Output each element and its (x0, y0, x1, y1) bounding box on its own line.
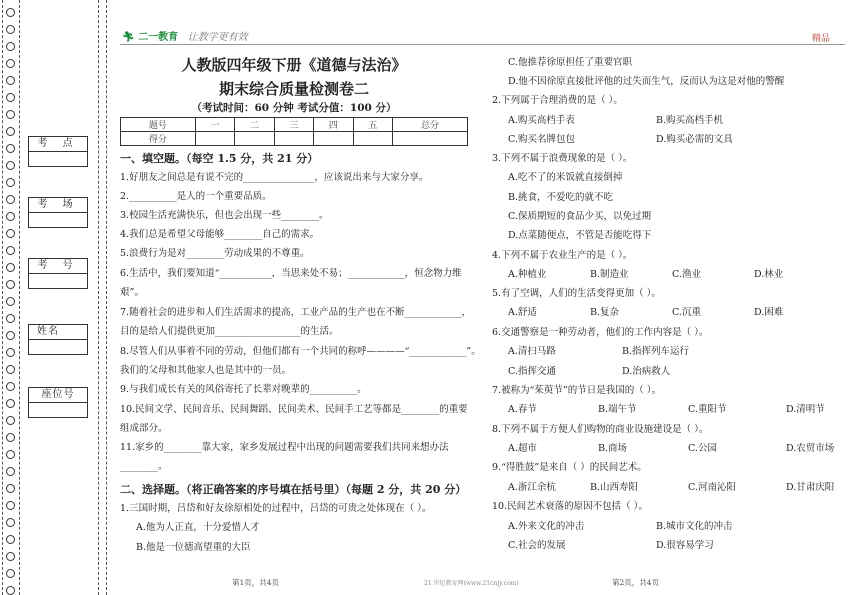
dashed-line (19, 0, 20, 595)
name-box (28, 324, 88, 355)
option: A.浙江余杭 (508, 482, 556, 493)
option: B.挑食，不爱吃的就不吃 (508, 192, 614, 203)
fill-in-line: 4.我们总是希望父母能够________自己的需求。 (120, 229, 320, 240)
dashed-line (106, 0, 107, 595)
fill-in-line: 3.校园生活充满快乐，但也会出现一些________。 (120, 210, 329, 221)
binding-hole (6, 263, 15, 272)
binding-hole (6, 93, 15, 102)
logo-text: 二一教育 (138, 32, 179, 43)
fill-in-line: 9.与我们成长有关的风俗寄托了长辈对晚辈的__________。 (120, 384, 367, 395)
question-1: 1.三国时期，吕岱和好友徐原相处的过程中，吕岱的可贵之处体现在（ ）。 (120, 503, 432, 514)
option: D.林业 (754, 269, 784, 280)
option: B.复杂 (590, 307, 620, 318)
binding-hole (6, 416, 15, 425)
binding-hole (6, 433, 15, 442)
section-fill-in-title: 一、填空题。（每空 1.5 分，共 21 分） (120, 152, 319, 165)
option: B.他是一位德高望重的大臣 (136, 542, 251, 553)
option: C.渔业 (672, 269, 701, 280)
option: B.城市文化的冲击 (656, 521, 733, 532)
binding-hole (6, 161, 15, 170)
score-header-cell: 三 (274, 118, 313, 132)
question-3: 3.下列不属于浪费现象的是（ ）。 (492, 153, 633, 164)
option: B.购买高档手机 (656, 115, 724, 126)
binding-hole (6, 280, 15, 289)
score-header-cell: 四 (314, 118, 353, 132)
exam-number-box (28, 258, 88, 289)
score-header-cell: 二 (235, 118, 274, 132)
score-header-cell: 总分 (393, 118, 468, 132)
option: B.端午节 (598, 404, 637, 415)
question-9: 9.“得胜鼓”是来自（ ）的民间艺术。 (492, 462, 647, 473)
paper-title: 人教版四年级下册《道德与法治》 (181, 56, 407, 74)
option: D.清明节 (786, 404, 825, 415)
option: A.购买高档手表 (508, 115, 575, 126)
fill-in-line: 我们的父母和其他家人也是其中的一员。 (120, 365, 292, 376)
option: D.困难 (754, 307, 784, 318)
option: B.山西寿阳 (590, 482, 639, 493)
option: B.制造业 (590, 269, 629, 280)
seat-number-box (28, 387, 88, 418)
seat-number-field[interactable] (29, 403, 87, 417)
header-divider (120, 44, 845, 45)
option: C.社会的发展 (508, 540, 566, 551)
dashed-line (98, 0, 99, 595)
score-table (120, 117, 468, 146)
binding-strip (0, 0, 112, 595)
fill-in-line: 1.好朋友之间总是有说不完的_______________，应该说出来与大家分享。 (120, 172, 429, 183)
option: D.购买必需的文具 (656, 134, 733, 145)
option: D.点菜随便点，不管是否能吃得下 (508, 230, 652, 241)
exam-site-label: 考 点 (29, 137, 87, 152)
score-cell[interactable] (393, 132, 468, 146)
binding-hole (6, 127, 15, 136)
exam-number-label: 考 号 (29, 259, 87, 274)
option: C.指挥交通 (508, 366, 556, 377)
site-watermark: 21 世纪教育网(www.21cnjy.com) (424, 580, 519, 587)
fill-in-line: 10.民间文学、民间音乐、民间舞蹈、民间美术、民间手工艺等都是________的重要 (120, 404, 468, 415)
score-cell[interactable] (195, 132, 234, 146)
runner-icon: 🏃︎ (122, 32, 135, 43)
exam-number-field[interactable] (29, 274, 87, 288)
score-cell[interactable] (353, 132, 392, 146)
option: C.公园 (688, 443, 717, 454)
score-cell[interactable] (235, 132, 274, 146)
binding-hole (6, 467, 15, 476)
binding-hole (6, 229, 15, 238)
binding-hole (6, 450, 15, 459)
question-8: 8.下列不属于方便人们购物的商业设施建设是（ ）。 (492, 424, 709, 435)
binding-hole (6, 42, 15, 51)
fill-in-line: 目的是给人们提供更加__________________的生活。 (120, 326, 339, 337)
dashed-line (2, 0, 3, 595)
score-header-cell: 题号 (121, 118, 196, 132)
fill-in-line: 2.__________是人的一个重要品质。 (120, 191, 272, 202)
quality-badge: 精品 (812, 34, 831, 44)
option: A.种植业 (508, 269, 547, 280)
fill-in-line: 6.生活中，我们要知道“___________，当思来处不易；____________，恒念物力维 (120, 268, 462, 279)
binding-hole (6, 552, 15, 561)
binding-hole (6, 246, 15, 255)
option: A.外来文化的冲击 (508, 521, 585, 532)
score-header-row (121, 118, 468, 132)
binding-hole (6, 382, 15, 391)
question-6: 6.交通警察是一种劳动者，他们的工作内容是（ ）。 (492, 327, 709, 338)
binding-hole (6, 25, 15, 34)
paper-subtitle: 期末综合质量检测卷二 (218, 80, 369, 98)
slogan: 让教学更有效 (187, 32, 248, 43)
binding-hole (6, 348, 15, 357)
binding-hole (6, 76, 15, 85)
brand-logo (122, 28, 248, 43)
exam-room-label: 考 场 (29, 198, 87, 213)
option: D.农贸市场 (786, 443, 835, 454)
score-header-cell: 一 (195, 118, 234, 132)
question-10: 10.民间艺术衰落的原因不包括（ ）。 (492, 501, 648, 512)
binding-hole (6, 110, 15, 119)
binding-hole (6, 586, 15, 595)
page-number-right: 第2页，共4页 (612, 578, 660, 587)
binding-hole (6, 59, 15, 68)
score-cell[interactable] (274, 132, 313, 146)
binding-hole (6, 535, 15, 544)
option: C.沉重 (672, 307, 701, 318)
option: C.购买名牌包包 (508, 134, 575, 145)
binding-hole (6, 501, 15, 510)
page-number-left: 第1页，共4页 (232, 578, 280, 587)
fill-in-line: 组成部分。 (120, 423, 168, 434)
binding-hole (6, 212, 15, 221)
option: C.河南沁阳 (688, 482, 736, 493)
name-label: 姓名 (29, 325, 87, 340)
option: C.重阳节 (688, 404, 727, 415)
option: B.指挥列车运行 (622, 346, 690, 357)
seat-number-label: 座位号 (29, 388, 87, 403)
option: C.保质期短的食品少买，以免过期 (508, 211, 651, 222)
exam-site-field[interactable] (29, 152, 87, 166)
score-cell[interactable] (314, 132, 353, 146)
fill-in-line: 7.随着社会的进步和人们生活需求的提高，工业产品的生产也在不断____________， (120, 307, 472, 318)
binding-hole (6, 518, 15, 527)
question-4: 4.下列不属于农业生产的是（ ）。 (492, 250, 633, 261)
exam-site-box (28, 136, 88, 167)
binding-hole (6, 399, 15, 408)
fill-in-line: 艰”。 (120, 287, 144, 298)
option: D.他不因徐原直接批评他的过失而生气，反而认为这是对他的警醒 (508, 76, 785, 87)
binding-hole (6, 569, 15, 578)
option: B.商场 (598, 443, 628, 454)
option: D.甘肃庆阳 (786, 482, 835, 493)
exam-room-field[interactable] (29, 213, 87, 227)
binding-hole (6, 178, 15, 187)
option: A.吃不了的米饭就直接倒掉 (508, 172, 623, 183)
option: D.很容易学习 (656, 540, 714, 551)
binding-hole (6, 314, 15, 323)
exam-info: （考试时间：60 分钟 考试分值：100 分） (191, 102, 397, 114)
question-7: 7.被称为“茱萸节”的节日是我国的（ ）。 (492, 385, 662, 396)
exam-room-box (28, 197, 88, 228)
binding-hole (6, 297, 15, 306)
binding-hole (6, 365, 15, 374)
binding-hole (6, 8, 15, 17)
option: A.超市 (508, 443, 537, 454)
binding-hole (6, 144, 15, 153)
score-row-label: 得分 (121, 132, 196, 146)
section-choice-title: 二、选择题。（将正确答案的序号填在括号里）（每题 2 分，共 20 分） (120, 483, 467, 496)
binding-hole (6, 484, 15, 493)
option: A.舒适 (508, 307, 537, 318)
question-5: 5.有了空调，人们的生活变得更加（ ）。 (492, 288, 661, 299)
binding-hole (6, 195, 15, 204)
question-2: 2.下列属于合理消费的是（ ）。 (492, 95, 623, 106)
fill-in-line: 8.尽管人们从事着不同的劳动，但他们都有一个共同的称呼————“____________”。 (120, 346, 481, 357)
score-header-cell: 五 (353, 118, 392, 132)
option: C.他推荐徐原担任了重要官职 (508, 57, 632, 68)
option: D.治病救人 (622, 366, 671, 377)
binding-hole (6, 331, 15, 340)
name-field[interactable] (29, 340, 87, 354)
fill-in-line: 5.浪费行为是对________劳动成果的不尊重。 (120, 248, 310, 259)
fill-in-line: 11.家乡的________靠大家，家乡发展过程中出现的问题需要我们共同来想办法 (120, 442, 449, 453)
option: A.他为人正直，十分爱惜人才 (136, 522, 260, 533)
option: A.清扫马路 (508, 346, 556, 357)
fill-in-line: ________。 (120, 461, 168, 472)
score-row (121, 132, 468, 146)
option: A.春节 (508, 404, 537, 415)
